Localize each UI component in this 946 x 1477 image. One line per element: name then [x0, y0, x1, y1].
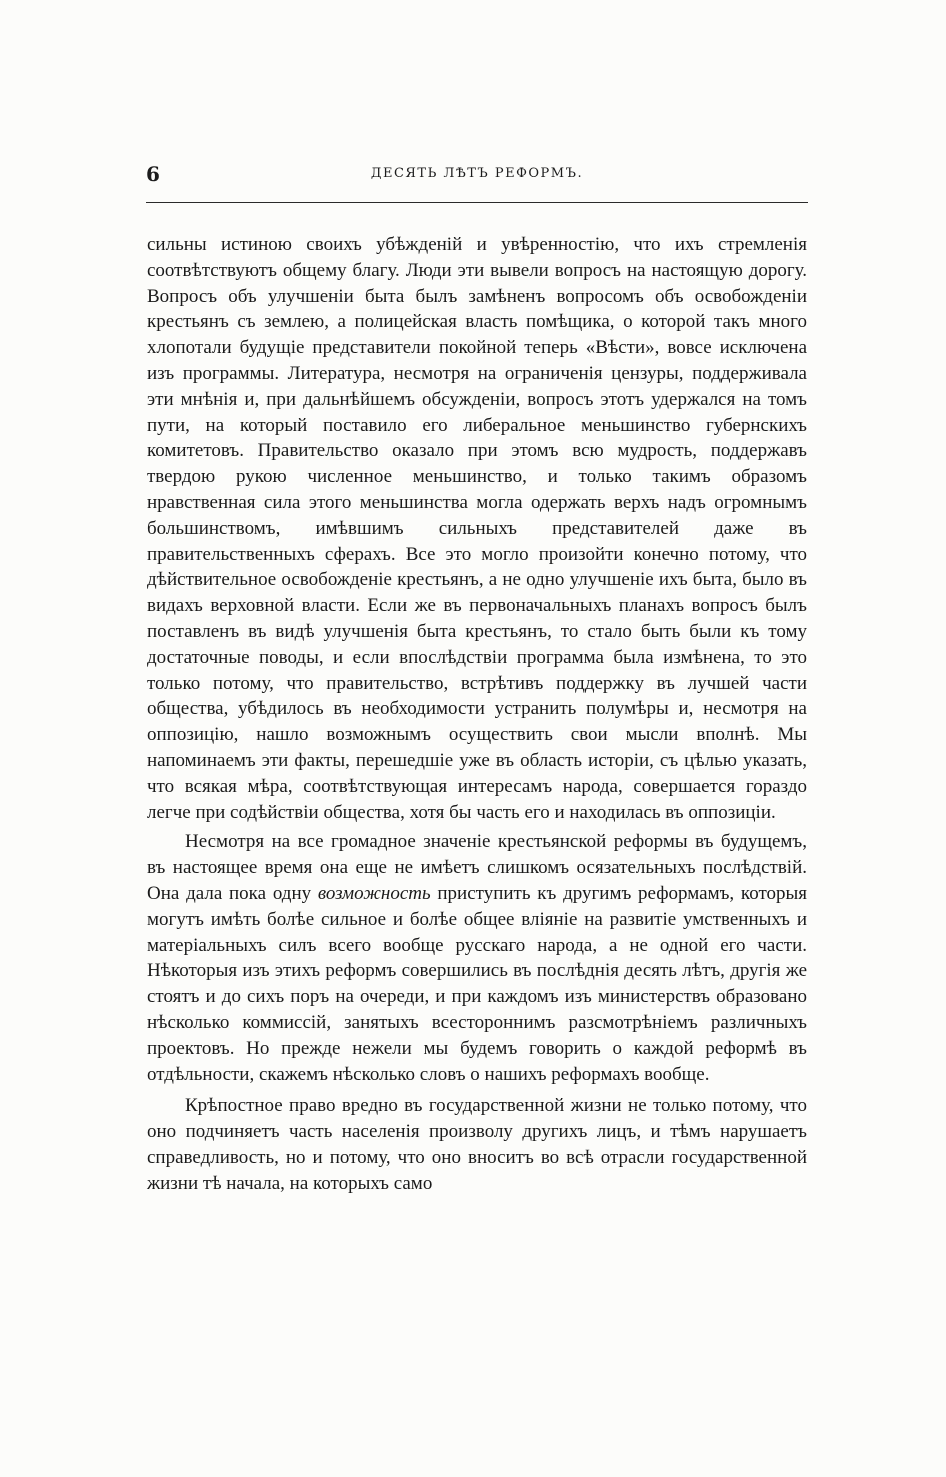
body-text [147, 232, 807, 1196]
page-number: 6 [146, 162, 160, 186]
paragraph-2-start: Несмотря на все громадное значеніе крестьянской реформы въ будущемъ, въ настоящее время она еще не имѣетъ слишкомъ осязательныхъ послѣдствій. Она дала пока одну [147, 831, 807, 904]
paragraph-2 [147, 829, 807, 1087]
paragraph-3: Крѣпостное право вредно въ государственной жизни не только потому, что оно подчиняетъ часть населенія произволу другихъ лицъ, и тѣмъ нарушаетъ справедливость, но и потому, что оно вноситъ во всѣ отрасли государственной жизни тѣ начала, на которыхъ само [147, 1095, 807, 1194]
header-rule [146, 202, 808, 203]
running-title: ДЕСЯТЬ ЛѢТЪ РЕФОРМЪ. [370, 166, 584, 181]
emphasized-word: возможность [317, 882, 431, 904]
page-header [146, 158, 808, 188]
paragraph-2-end: приступить къ другимъ реформамъ, которыя могутъ имѣть болѣе сильное и болѣе общее вліяніе на развитіе умственныхъ и матеріальныхъ силъ всего вообще русскаго народа, а не одной его части. Нѣкоторыя изъ этихъ реформъ совершились въ послѣднія десять лѣтъ, другія же стоятъ и до сихъ поръ на очереди, и при каждомъ изъ министерствъ образовано нѣсколько коммиссій, занятыхъ всестороннимъ разсмотрѣніемъ различныхъ проектовъ. Но прежде нежели мы будемъ говорить о каждой реформѣ въ отдѣльности, скажемъ нѣсколько словъ о нашихъ реформахъ вообще. [147, 882, 808, 1085]
paragraph-1: сильны истиною своихъ убѣжденій и увѣренностію, что ихъ стремленія соотвѣтствуютъ общему благу. Люди эти вывели вопросъ на настоящую дорогу. Вопросъ объ улучшеніи быта былъ замѣненъ вопросомъ объ освобожденіи крестьянъ съ землею, а полицейская власть помѣщика, о которой такъ много хлопотали будущіе представители покойной теперь «Вѣсти», вовсе исключена изъ программы. Литература, несмотря на ограниченія цензуры, поддерживала эти мнѣнія и, при дальнѣйшемъ обсужденіи, вопросъ этотъ удержался на томъ пути, на который поставило его либеральное меньшинство губернскихъ комитетовъ. Правительство оказало при этомъ всю мудрость, поддержавъ твердою рукою численное меньшинство, и только такимъ образомъ нравственная сила этого меньшинства могла одержать верхъ надъ огромнымъ большинствомъ, имѣвшимъ сильныхъ представителей даже въ правительственныхъ сферахъ. Все это могло произойти конечно потому, что дѣйствительное освобожденіе крестьянъ, а не одно улучшеніе ихъ быта, было въ видахъ верховной власти. Если же въ первоначальныхъ планахъ вопросъ былъ поставленъ въ видѣ улучшенія быта крестьянъ, то стало быть были къ тому достаточные поводы, и если впослѣдствіи программа была измѣнена, то это только потому, что правительство, встрѣтивъ поддержку въ лучшей части общества, убѣдилось въ необходимости устранить полумѣры и, несмотря на оппозицію, нашло возможнымъ осуществить свои мысли вполнѣ. Мы напоминаемъ эти факты, перешедшіе уже въ область исторіи, съ цѣлью указать, что всякая мѣра, соотвѣтствующая интересамъ народа, совершается гораздо легче при содѣйствіи общества, хотя бы часть его и находилась въ оппозиціи. [147, 234, 807, 823]
